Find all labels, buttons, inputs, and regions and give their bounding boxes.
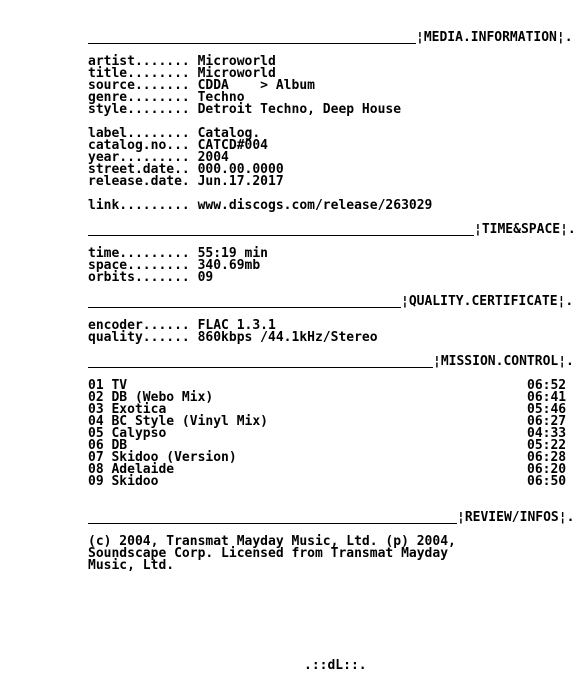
review-text-line: (c) 2004, Transmat Mayday Music, Ltd. (p) 2004,	[88, 534, 456, 549]
section-rule	[88, 43, 416, 44]
track-duration: 06:20	[527, 462, 567, 477]
section-title-quality: ¦QUALITY.CERTIFICATE¦.	[401, 294, 574, 309]
track-duration: 06:52	[527, 378, 567, 393]
field-title: title........ Microworld	[88, 66, 276, 81]
review-text-line: Music, Ltd.	[88, 558, 175, 573]
track-duration: 06:27	[527, 414, 567, 429]
field-source: source....... CDDA > Album	[88, 78, 315, 93]
field-year: year......... 2004	[88, 150, 229, 165]
field-quality: quality...... 860kbps /44.1kHz/Stereo	[88, 330, 378, 345]
field-style: style........ Detroit Techno, Deep House	[88, 102, 402, 117]
field-space: space........ 340.69mb	[88, 258, 261, 273]
section-rule	[88, 367, 433, 368]
section-header-quality	[88, 296, 578, 308]
section-title-review: ¦REVIEW/INFOS¦.	[457, 510, 575, 525]
signature-footer: .::dL::.	[304, 658, 367, 673]
track-title: 01 TV	[88, 378, 128, 393]
section-header-mission	[88, 356, 578, 368]
track-title: 04 BC Style (Vinyl Mix)	[88, 414, 269, 429]
field-label: label........ Catalog.	[88, 126, 261, 141]
section-header-media	[88, 32, 578, 44]
field-time: time......... 55:19 min	[88, 246, 269, 261]
track-title: 06 DB	[88, 438, 128, 453]
field-encoder: encoder...... FLAC 1.3.1	[88, 318, 276, 333]
section-rule	[88, 235, 474, 236]
review-text-line: Soundscape Corp. Licensed from Transmat Mayday	[88, 546, 449, 561]
field-catalog: catalog.no... CATCD#004	[88, 138, 269, 153]
track-duration: 06:28	[527, 450, 567, 465]
track-duration: 05:22	[527, 438, 567, 453]
track-title: 08 Adelaide	[88, 462, 175, 477]
section-title-mission: ¦MISSION.CONTROL¦.	[433, 354, 574, 369]
section-header-review	[88, 512, 578, 524]
field-genre: genre........ Techno	[88, 90, 245, 105]
field-link: link......... www.discogs.com/release/263029	[88, 198, 433, 213]
track-title: 07 Skidoo (Version)	[88, 450, 237, 465]
field-release-date: release.date. Jun.17.2017	[88, 174, 284, 189]
track-title: 02 DB (Webo Mix)	[88, 390, 214, 405]
section-header-time	[88, 224, 578, 236]
track-row	[88, 476, 578, 488]
track-duration: 06:50	[527, 474, 567, 489]
track-title: 05 Calypso	[88, 426, 167, 441]
track-duration: 04:33	[527, 426, 567, 441]
field-street-date: street.date.. 000.00.0000	[88, 162, 284, 177]
section-rule	[88, 307, 401, 308]
track-duration: 06:41	[527, 390, 567, 405]
track-row	[88, 464, 578, 476]
field-orbits: orbits....... 09	[88, 270, 214, 285]
track-title: 09 Skidoo	[88, 474, 159, 489]
section-rule	[88, 523, 457, 524]
track-duration: 05:46	[527, 402, 567, 417]
field-artist: artist....... Microworld	[88, 54, 276, 69]
tracklist	[88, 380, 578, 488]
section-title-media: ¦MEDIA.INFORMATION¦.	[416, 30, 573, 45]
track-title: 03 Exotica	[88, 402, 167, 417]
track-row	[88, 428, 578, 440]
section-title-time: ¦TIME&SPACE¦.	[474, 222, 576, 237]
nfo-document	[88, 32, 578, 572]
